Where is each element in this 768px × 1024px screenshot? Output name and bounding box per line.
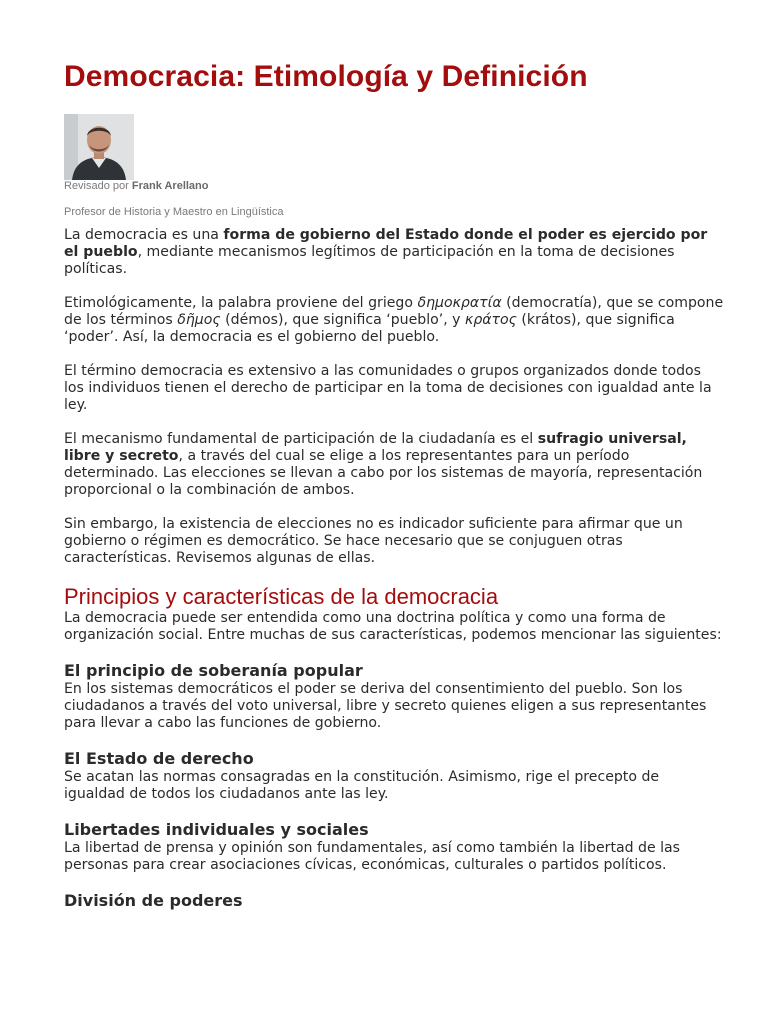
greek-term: κράτος xyxy=(465,312,517,328)
greek-term: δημοκρατία xyxy=(417,295,502,311)
review-prefix: Revisado por xyxy=(64,180,132,192)
page-title: Democracia: Etimología y Definición xyxy=(64,60,588,93)
author-credentials: Profesor de Historia y Maestro en Lingüística xyxy=(64,206,284,218)
principle-heading: El principio de soberanía popular xyxy=(64,661,363,680)
text-fragment: (democratía), que se compone de los términos xyxy=(64,295,724,328)
text-fragment: La democracia es una xyxy=(64,227,224,243)
author-name[interactable]: Frank Arellano xyxy=(131,180,209,192)
author-photo-image xyxy=(64,114,134,180)
bold-text: sufragio universal, libre y secreto xyxy=(64,431,687,464)
section-intro: La democracia puede ser entendida como una doctrina política y como una forma de organización social. Entre muchas de sus características, podemos mencionar las siguientes: xyxy=(64,610,722,643)
text-fragment: Etimológicamente, la palabra proviene del griego xyxy=(64,295,418,311)
text-fragment: , mediante mecanismos legítimos de participación en la toma de decisiones políticas. xyxy=(64,244,675,277)
text-fragment: El mecanismo fundamental de participación de la ciudadanía es el xyxy=(64,431,538,447)
principle-heading: El Estado de derecho xyxy=(64,749,254,768)
paragraph-etymology xyxy=(64,295,724,346)
principle-text: La libertad de prensa y opinión son fundamentales, así como también la libertad de las personas para crear asociaciones cívicas, económicas, culturales o partidos políticos. xyxy=(64,840,681,873)
text-fragment: (démos), que significa ‘pueblo’, y xyxy=(220,312,466,328)
principle-heading: División de poderes xyxy=(64,891,243,910)
section-heading: Principios y características de la democracia xyxy=(64,584,499,609)
author-avatar xyxy=(64,114,134,180)
paragraph-elections: Sin embargo, la existencia de elecciones no es indicador suficiente para afirmar que un gobierno o régimen es democrático. Se hace necesario que se conjuguen otras características. Revisemos algunas de ellas. xyxy=(64,516,683,566)
review-credit xyxy=(64,180,209,192)
greek-term: δῆμος xyxy=(177,312,221,328)
principle-text: Se acatan las normas consagradas en la constitución. Asimismo, rige el precepto de igualdad de todos los ciudadanos ante las ley. xyxy=(64,769,660,802)
text-fragment: (krátos), que significa ‘poder’. Así, la democracia es el gobierno del pueblo. xyxy=(64,312,675,345)
paragraph-scope: El término democracia es extensivo a las comunidades o grupos organizados donde todos los individuos tienen el derecho de participar en la toma de decisiones con igualdad ante la ley. xyxy=(64,363,712,413)
principle-heading: Libertades individuales y sociales xyxy=(64,820,369,839)
bold-text: forma de gobierno del Estado donde el poder es ejercido por el pueblo xyxy=(64,227,708,260)
principle-text: En los sistemas democráticos el poder se deriva del consentimiento del pueblo. Son los ciudadanos a través del voto universal, libre y secreto quienes eligen a sus representantes para llevar a cabo las funciones de gobierno. xyxy=(64,681,707,731)
article-body xyxy=(64,227,724,911)
paragraph-definition xyxy=(64,227,724,278)
paragraph-suffrage xyxy=(64,431,724,499)
text-fragment: , a través del cual se elige a los representantes para un período determinado. Las elecciones se llevan a cabo por los sistemas de mayoría, representación proporcional o la combinación de ambos. xyxy=(64,448,703,498)
